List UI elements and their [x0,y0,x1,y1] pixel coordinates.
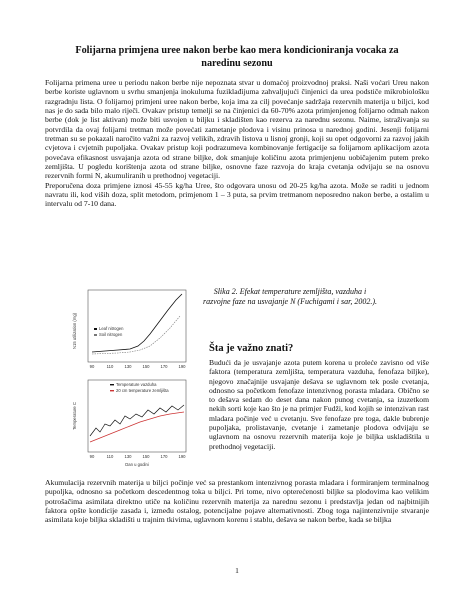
top-xtick: 170 [160,364,168,369]
top-chart [72,290,186,369]
top-xtick: 150 [142,364,150,369]
top-legend-1: Leaf nitrogen [99,326,124,331]
paragraph-4: Akumulacija rezervnih materija u biljci počinje već sa prestankom intenzivnog porasta mladara i formiranjem terminalnog pupoljka, odnosno sa početkom descedentnog toka u biljci. Pri tome, nivo opterećenosti biljke sa plodovima kao velikim potrošačima asimilata direktno utiče na količinu rezervnih materija za narednu sezonu i predstavlja jedan od najbitnijih faktora opšte kondicije zasada i, između ostalog, potencijalne pojave alternativnosti. Zbog toga najintenzivnije stvaranje asimilata koje biljka skladišti u trajnim tkivima, uglavnom korenu i stablu, dešava se nakon berbe, kada se biljka [45,478,429,525]
paragraph-1: Folijarna primena uree u periodu nakon berbe nije nepoznata stvar u domaćoj proizvodnoj praksi. Naši voćari Ureu nakon berbe koriste uglavnom u svrhu smanjenja inokuluma fuziklađijuma zahvaljujući činjenici da urea podstiče mikrobiološku razgradnju lista. O folijarnoj primjeni uree nakon berbe, koja ima za cilj povećanje sadržaja rezervnih materija u biljci, kod nas je do sada bilo malo riječi. Ovakav pristup temelji se na činjenici da 60-70% azota primjenjenog folijarno odmah nakon berbe (dok je list aktivan) može biti usvojen u biljku i skladišten kao rezerva za narednu sezonu. Naime, istraživanja su potvrdila da ovaj folijarni tretman može povećati zametanje plodova i visinu prinosa u narednoj godini. Jesenji folijarni tretman su se pokazali naročito važni za razvoj velikih, zdravih listova u lisnoj gronji, koji su opet odgovorni za razvoj jakih cvjetova i cvjetnih pupoljaka. Ovakav pristup koji podrazumeva kombinovanje fertigacije sa folijarnom aplikacijom azota povećava efikasnost usvajanja azota od strane biljke, dok smanjuje količinu azota primjenjenu uobičajenim putem preko zemljišta. U pogledu korištenja azota od strane biljke, osnovne faze razvoja do kraja cvetanja odvijaju se na osnovu rezervnih formi N, akumuliranih u prethodnoj vegetaciji. [45,78,429,181]
top-xtick: 110 [106,364,114,369]
bottom-line-air [90,405,184,436]
section-heading: Šta je važno znati? [209,343,294,354]
figure-caption: Slika 2. Efekat temperature zemljišta, vazduha i razvojne faze na usvajanje N (Fuchigami i sar, 2002.). [203,287,377,306]
figure-svg [70,286,190,472]
bottom-ylabel: Temperature C [72,402,77,430]
bottom-xtick: 130 [124,454,132,459]
bottom-legend-2: 20 cm temperature zemljišta [116,388,169,393]
top-line-leaf [92,294,182,352]
document-title: Folijarna primjena uree nakon berbe kao mera kondicioniranja vocaka za naredinu sezonu [75,45,399,69]
bottom-xtick: 170 [160,454,168,459]
bottom-line-soil [90,412,184,442]
top-xtick: 90 [89,364,95,369]
bottom-chart [72,380,186,467]
bottom-xtick: 150 [142,454,150,459]
page-number: 1 [235,566,239,575]
top-xtick: 190 [178,364,186,369]
paragraph-2: Preporučena doza primjene iznosi 45-55 kg/ha Uree, što odgovara unosu od 20-25 kg/ha azota. Može se raditi u jednom navratu ili, kod viših doza, split metodom, primjenom 1 – 3 puta, sa prvim tretmanom neposredno nakon berbe, a ostalim u intervalu od 7-10 dana. [45,180,429,209]
top-xtick: 130 [124,364,132,369]
bottom-legend-1: Temperature vazduha [116,382,157,387]
top-legend-2: Soil nitrogen [99,332,123,337]
bottom-xtick: 190 [178,454,186,459]
paragraph-3: Budući da je usvajanje azota putem korena u proleće zavisno od više faktora (temperatura zemljišta, temperatura vazduha, fenofaza biljke), njegovo značajnije usvajanje dešava se uglavnom tek posle cvetanja, odnosno sa početkom fenofaze intenzivnog porasta mladara. Obično se to dešava sedam do deset dana nakon punog cvetanja, sa izuzetkom nekih sorti koje kao što je na primjer Fudži, kod kojih se intenzivan rast mladara počinje već u cvetanju. Sve fenofaze pre toga, dakle bubrenje pupoljaka, prolistavanje, cvetanje i zametanje plodova odvijaju se uglavnom na osnovu rezervnih materija koje je biljka uskladištila u prethodnoj vegetaciji. [209,358,429,451]
bottom-xtick: 90 [89,454,95,459]
bottom-xtick: 110 [106,454,114,459]
paragraph-intro [45,78,429,209]
figure-nitrogen-temperature [70,286,190,472]
bottom-xlabel: Dan u godini [125,462,149,467]
top-ylabel: N15 utilization (mg) [72,312,77,350]
